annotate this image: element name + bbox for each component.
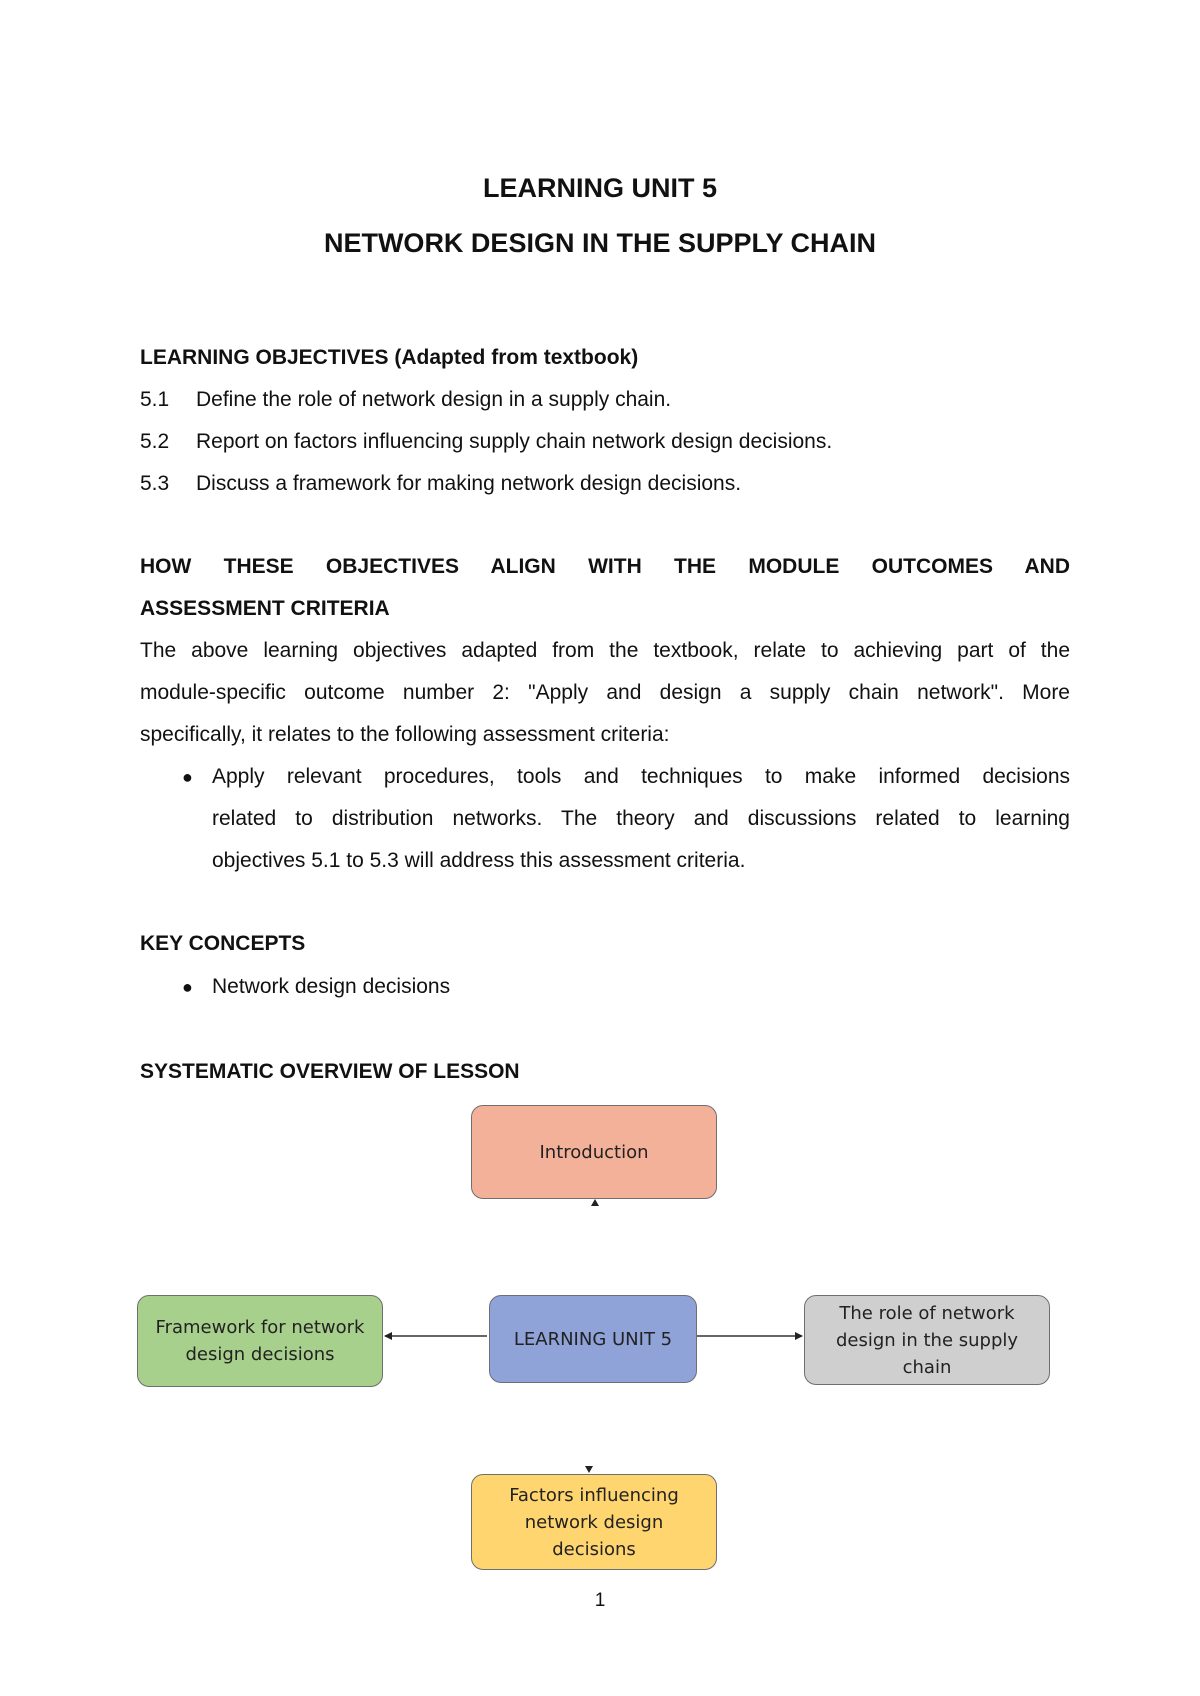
role-box xyxy=(804,1295,1050,1385)
overview-heading: SYSTEMATIC OVERVIEW OF LESSON xyxy=(140,1060,520,1083)
objective-item xyxy=(140,472,741,496)
objective-text: Report on factors influencing supply chain network design decisions. xyxy=(196,430,833,453)
unit-title: LEARNING UNIT 5 xyxy=(482,173,717,203)
key-concepts-heading: KEY CONCEPTS xyxy=(140,932,306,955)
objective-item xyxy=(140,430,832,454)
bullet-icon: ● xyxy=(182,767,193,787)
alignment-paragraph-line: specifically, it relates to the following assessment criteria: xyxy=(140,723,670,746)
objectives-heading: LEARNING OBJECTIVES (Adapted from textbook) xyxy=(140,346,639,369)
unit-subtitle: NETWORK DESIGN IN THE SUPPLY CHAIN xyxy=(323,228,877,258)
learning-unit-box xyxy=(489,1295,697,1383)
objective-item xyxy=(140,388,671,412)
criteria-bullet-line: Apply relevant procedures, tools and techniques to make informed decisions xyxy=(212,765,1070,788)
factors-box xyxy=(471,1474,717,1570)
alignment-paragraph-line: The above learning objectives adapted from the textbook, relate to achieving part of the xyxy=(140,639,1070,662)
objective-text: Discuss a framework for making network design decisions. xyxy=(196,472,742,495)
alignment-paragraph-line: module-specific outcome number 2: "Apply and design a supply chain network". More xyxy=(140,681,1070,704)
alignment-heading: HOW THESE OBJECTIVES ALIGN WITH THE MODULE OUTCOMES AND xyxy=(140,555,1070,578)
criteria-bullet-line: objectives 5.1 to 5.3 will address this assessment criteria. xyxy=(212,849,746,872)
introduction-box xyxy=(471,1105,717,1199)
bullet-icon: ● xyxy=(182,977,193,997)
framework-label: Framework for network xyxy=(155,1317,365,1338)
role-label: chain xyxy=(902,1356,952,1378)
learning-unit-label: LEARNING UNIT 5 xyxy=(513,1328,673,1350)
role-label: The role of network xyxy=(839,1302,1015,1324)
factors-label: network design xyxy=(524,1511,664,1533)
objective-text: Define the role of network design in a supply chain. xyxy=(196,388,672,411)
page-number: 1 xyxy=(594,1590,606,1611)
objective-number: 5.2 xyxy=(140,430,170,453)
introduction-label: Introduction xyxy=(539,1141,649,1163)
framework-label: design decisions xyxy=(185,1344,335,1365)
factors-label: Factors influencing xyxy=(509,1484,679,1506)
objective-number: 5.1 xyxy=(140,388,170,411)
alignment-heading-cont: ASSESSMENT CRITERIA xyxy=(140,597,390,620)
objective-number: 5.3 xyxy=(140,472,170,495)
document-body xyxy=(140,0,1070,1696)
criteria-bullet-line: related to distribution networks. The theory and discussions related to learning xyxy=(212,807,1070,830)
framework-box xyxy=(137,1295,383,1387)
factors-label: decisions xyxy=(552,1538,636,1560)
key-concept-item: Network design decisions xyxy=(212,975,451,998)
role-label: design in the supply xyxy=(835,1329,1019,1351)
